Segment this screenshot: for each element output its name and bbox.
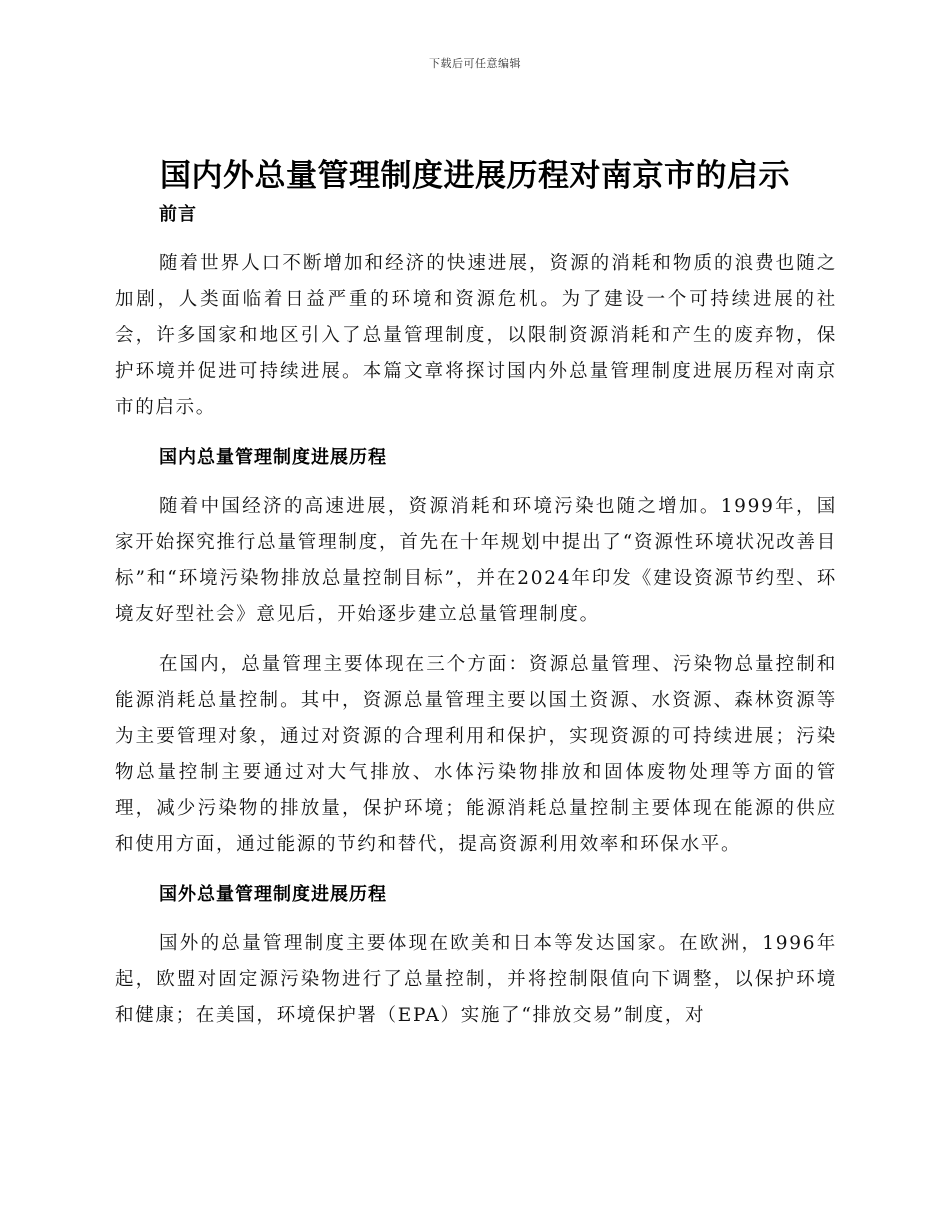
section-heading-domestic: 国内总量管理制度进展历程 [159, 447, 387, 468]
paragraph-domestic-1: 随着中国经济的高速进展，资源消耗和环境污染也随之增加。1999年，国家开始探究推行总量管理制度，首先在十年规划中提出了“资源性环境状况改善目标”和“环境污染物排放总量控制目标”，并在2024年印发《建设资源节约型、环境友好型社会》意见后，开始逐步建立总量管理制度。 [115, 496, 837, 625]
document-title: 国内外总量管理制度进展历程对南京市的启示 [160, 158, 790, 194]
paragraph-preface: 随着世界人口不断增加和经济的快速进展，资源的消耗和物质的浪费也随之加剧，人类面临着日益严重的环境和资源危机。为了建设一个可持续进展的社会，许多国家和地区引入了总量管理制度，以限制资源消耗和产生的废弃物，保护环境并促进可持续进展。本篇文章将探讨国内外总量管理制度进展历程对南京市的启示。 [115, 253, 837, 418]
paragraph-domestic-2: 在国内，总量管理主要体现在三个方面：资源总量管理、污染物总量控制和能源消耗总量控制。其中，资源总量管理主要以国土资源、水资源、森林资源等为主要管理对象，通过对资源的合理利用和保护，实现资源的可持续进展；污染物总量控制主要通过对大气排放、水体污染物排放和固体废物处理等方面的管理，减少污染物的排放量，保护环境；能源消耗总量控制主要体现在能源的供应和使用方面，通过能源的节约和替代，提高资源利用效率和环保水平。 [115, 654, 837, 855]
paragraph-foreign-1: 国外的总量管理制度主要体现在欧美和日本等发达国家。在欧洲，1996年起，欧盟对固定源污染物进行了总量控制，并将控制限值向下调整，以保护环境和健康；在美国，环境保护署（EPA）实施了“排放交易”制度，对 [115, 933, 837, 1026]
document-body [115, 197, 837, 1034]
section-heading-preface: 前言 [159, 204, 197, 225]
header-note: 下载后可任意编辑 [429, 57, 521, 70]
section-heading-foreign: 国外总量管理制度进展历程 [159, 884, 387, 905]
